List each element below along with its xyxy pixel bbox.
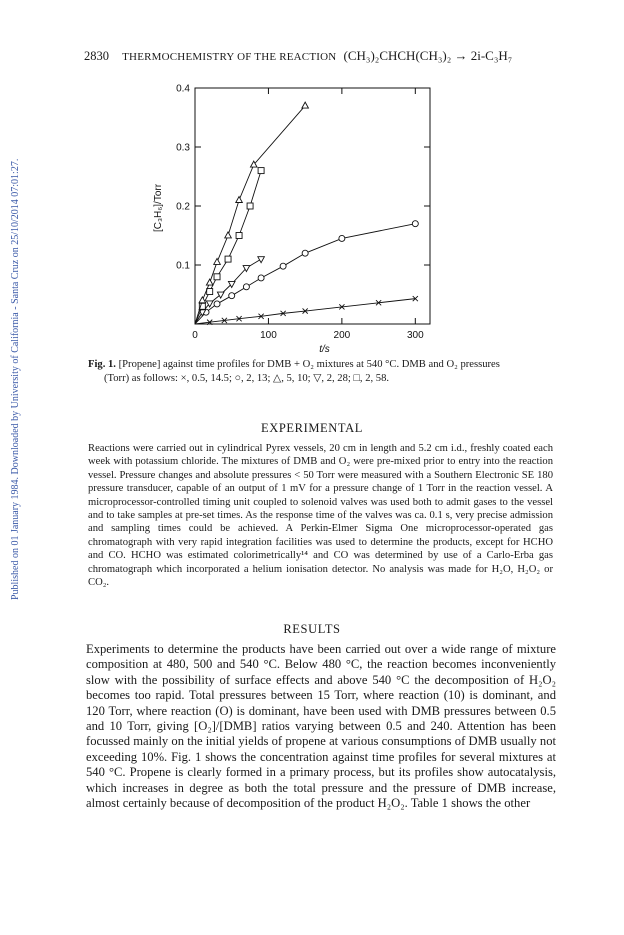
propene-time-chart <box>140 82 440 352</box>
section-heading-results: RESULTS <box>283 622 341 636</box>
caption-line-2: (Torr) as follows: ×, 0.5, 14.5; ○, 2, 13; △, 5, 10; ▽, 2, 28; □, 2, 58. <box>104 372 390 384</box>
data-point-circle-6 <box>280 263 286 269</box>
y-tick-label-0.4: 0.4 <box>176 83 190 95</box>
data-point-circle-3 <box>229 293 235 299</box>
data-point-square-4 <box>225 256 231 262</box>
data-point-triangle-down-6 <box>258 257 265 263</box>
header-equation: (CH₃)₂CHCH(CH₃)₂ → 2i-C₃H₇ <box>343 48 513 63</box>
download-watermark <box>8 110 20 600</box>
data-point-circle-9 <box>412 221 418 227</box>
data-point-circle-5 <box>258 275 264 281</box>
x-axis-label: t/s <box>319 344 330 352</box>
x-tick-label-100: 100 <box>260 330 277 341</box>
data-point-triangle-down-3 <box>217 292 224 298</box>
section-heading-experimental: EXPERIMENTAL <box>260 421 364 435</box>
data-point-circle-4 <box>243 284 249 290</box>
y-axis-label: [C₃H₆]/Torr <box>153 183 164 233</box>
data-point-square-6 <box>247 203 253 209</box>
y-tick-label-0.1: 0.1 <box>176 260 190 272</box>
data-point-triangle-up-1 <box>199 297 206 303</box>
data-point-square-2 <box>207 289 213 295</box>
data-point-circle-2 <box>214 301 220 307</box>
results-paragraph: Experiments to determine the products have been carried out over a wide range of mixture composition at 480, 500 and 540 °C. Below 480 °C, the reaction becomes inconveniently slow with the possibility of surface effects and above 540 °C the decomposition of H₂O₂ becomes too rapid. Total pressures between 15 Torr, where reaction (10) is dominant, and 120 Torr, where reaction (O) is dominant, have been used with DMB pressures between 0.5 and 10 Torr, giving [O₂]/[DMB] ratios varying between 0.5 and 240. Attention has been focussed mainly on the initial yields of propene at various consumptions of DMB usually not exceeding 10%. Fig. 1 shows the concentration against time profiles for several mixtures at 540 °C. Propene is clearly formed in a primary process, but its profiles show autocatalysis, which increases in degree as both the total pressure and the pressure of DMB increase, almost certainly because of decomposition of the product H₂O₂. Table 1 shows the other <box>86 642 556 811</box>
download-watermark-text: Published on 01 January 1984. Downloaded by University of California - Santa Cruz on 25/10/2014 07:01:27. <box>10 158 21 600</box>
figure-caption <box>88 358 553 385</box>
data-point-circle-8 <box>339 235 345 241</box>
x-tick-label-0: 0 <box>192 330 198 341</box>
caption-lead: Fig. 1. <box>88 359 116 370</box>
experimental-paragraph: Reactions were carried out in cylindrical Pyrex vessels, 20 cm in length and 5.2 cm i.d., freshly coated each week with potassium chloride. The mixtures of DMB and O₂ were pre-mixed prior to entry into the reaction vessel. Pressure changes and absolute pressures < 50 Torr were measured with a Southern Electronic SE 180 pressure transducer, capable of an output of 1 mV for a pressure change of 1 Torr in the reaction vessel. A microprocessor-controlled timing unit coupled to solenoid valves was used both to admit gases to the vessel and to take samples at pre-set times. As the response time of the valves was ca. 0.1 s, very precise admission and sampling times could be achieved. A Perkin-Elmer Sigma One microprocessor-operated gas chromatograph with very rapid integration facilities was used to determine the products, except for HCHO and CO. HCHO was estimated colorimetrically¹⁴ and CO was determined by use of a Carlo-Erba gas chromatograph which incorporated a helium ionisation detector. No analysis was made for H₂O, H₂O₂ or CO₂. <box>88 443 553 589</box>
figure-1 <box>140 82 440 357</box>
y-tick-label-0.2: 0.2 <box>176 201 190 213</box>
x-tick-label-300: 300 <box>406 330 424 341</box>
caption-line-1: [Propene] against time profiles for DMB + O₂ mixtures at 540 °C. DMB and O₂ pressures <box>118 359 500 370</box>
data-point-triangle-up-4 <box>225 232 232 238</box>
running-header <box>84 48 554 64</box>
data-point-square-7 <box>258 168 264 174</box>
data-point-circle-7 <box>302 250 308 256</box>
data-point-triangle-up-3 <box>214 258 221 264</box>
header-title: THERMOCHEMISTRY OF THE REACTION <box>122 51 337 63</box>
x-tick-label-200: 200 <box>333 330 351 341</box>
series-line-circle <box>195 224 415 324</box>
y-tick-label-0.3: 0.3 <box>176 142 190 154</box>
plot-frame <box>195 88 430 324</box>
data-point-triangle-up-2 <box>206 279 213 285</box>
data-point-square-3 <box>214 274 220 280</box>
data-point-triangle-up-7 <box>302 102 309 108</box>
page-number: 2830 <box>84 49 109 63</box>
data-point-square-5 <box>236 233 242 239</box>
data-point-triangle-up-5 <box>236 197 243 203</box>
